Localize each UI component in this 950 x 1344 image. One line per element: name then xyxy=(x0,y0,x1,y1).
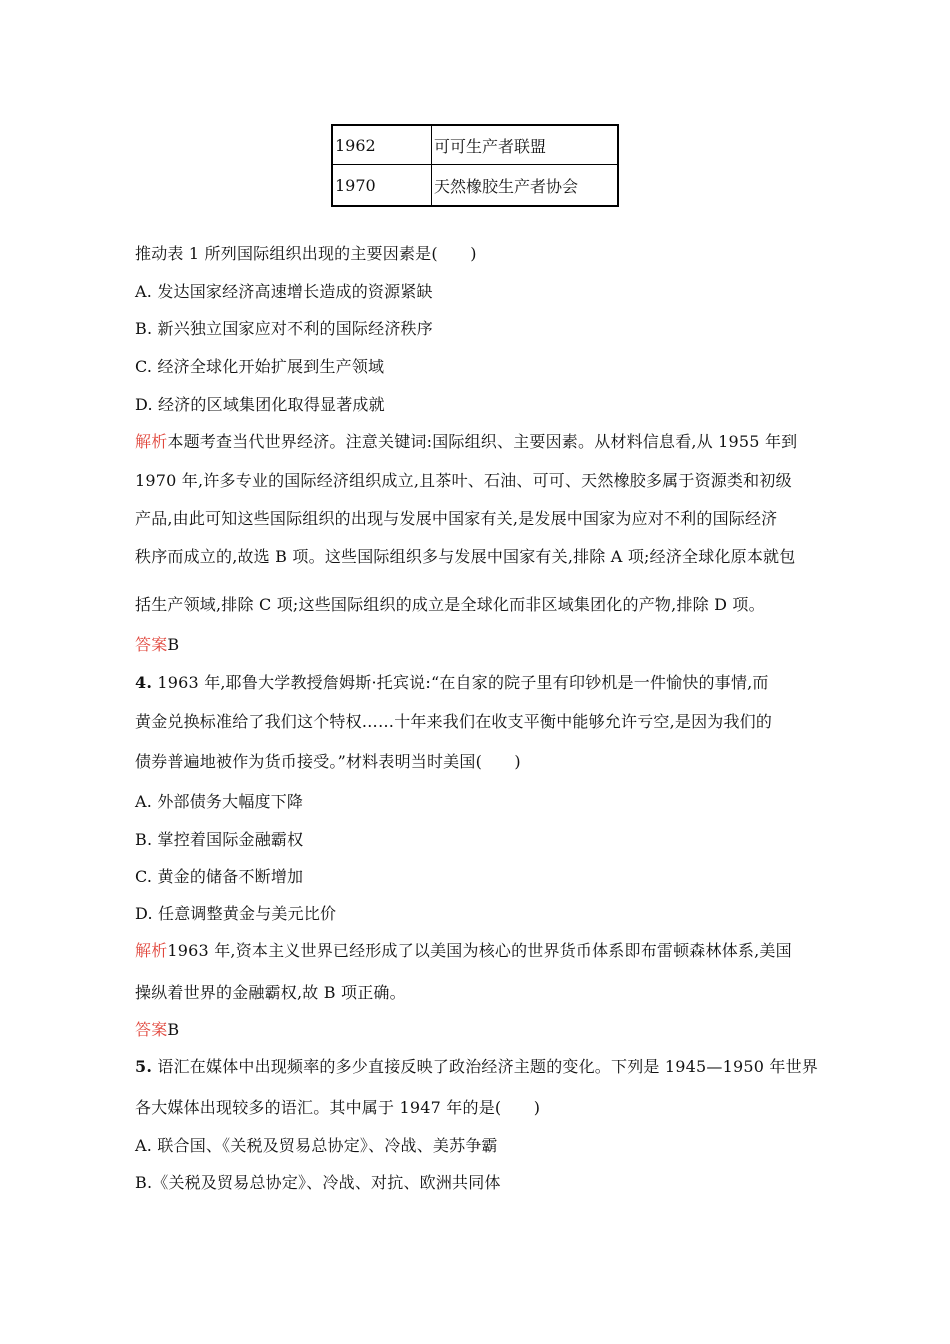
analysis-text: 本题考查当代世界经济。注意关键词:国际组织、主要因素。从材料信息看,从 1955 年到 xyxy=(167,432,798,451)
organizations-table xyxy=(331,124,619,207)
answer-label: 答案 xyxy=(135,1020,168,1039)
table-row xyxy=(332,165,618,207)
question-5-option-b: B.《关税及贸易总协定》、冷战、对抗、欧洲共同体 xyxy=(135,1173,501,1192)
question-4-stem-line: 债券普遍地被作为货币接受。”材料表明当时美国( ) xyxy=(135,752,521,771)
question-3-analysis-line: 产品,由此可知这些国际组织的出现与发展中国家有关,是发展中国家为应对不利的国际经济 xyxy=(135,509,778,528)
question-text: 1963 年,耶鲁大学教授詹姆斯·托宾说:“在自家的院子里有印钞机是一件愉快的事情,而 xyxy=(152,673,769,692)
question-4-stem-line: 黄金兑换标准给了我们这个特权……十年来我们在收支平衡中能够允许亏空,是因为我们的 xyxy=(135,712,773,731)
analysis-text: 1963 年,资本主义世界已经形成了以美国为核心的世界货币体系即布雷顿森林体系,美国 xyxy=(167,941,792,960)
question-3-answer xyxy=(135,635,179,655)
table-cell-year: 1962 xyxy=(332,125,432,165)
answer-value: B xyxy=(167,1020,180,1039)
question-5-stem-line xyxy=(135,1057,818,1077)
question-number: 4. xyxy=(135,673,153,692)
table-cell-organization: 天然橡胶生产者协会 xyxy=(432,165,619,207)
question-4-option-b: B. 掌控着国际金融霸权 xyxy=(135,830,304,849)
analysis-label: 解析 xyxy=(135,432,168,451)
analysis-label: 解析 xyxy=(135,941,168,960)
question-3-option-a: A. 发达国家经济高速增长造成的资源紧缺 xyxy=(135,282,433,301)
question-text: 语汇在媒体中出现频率的多少直接反映了政治经济主题的变化。下列是 1945—1950 年世界 xyxy=(152,1057,819,1076)
question-4-analysis-line xyxy=(135,941,792,961)
question-4-option-d: D. 任意调整黄金与美元比价 xyxy=(135,904,337,923)
question-5-stem-line: 各大媒体出现较多的语汇。其中属于 1947 年的是( ) xyxy=(135,1098,541,1117)
table-cell-year: 1970 xyxy=(332,165,432,207)
question-3-analysis-line: 秩序而成立的,故选 B 项。这些国际组织多与发展中国家有关,排除 A 项;经济全球化原本就包 xyxy=(135,547,796,566)
answer-label: 答案 xyxy=(135,635,168,654)
answer-value: B xyxy=(167,635,180,654)
table-cell-organization: 可可生产者联盟 xyxy=(432,125,619,165)
table-row xyxy=(332,125,618,165)
question-3-analysis-line: 1970 年,许多专业的国际经济组织成立,且茶叶、石油、可可、天然橡胶多属于资源类和初级 xyxy=(135,471,792,490)
question-4-option-c: C. 黄金的储备不断增加 xyxy=(135,867,304,886)
question-3-analysis-line xyxy=(135,432,797,452)
question-3-analysis-line: 括生产领域,排除 C 项;这些国际组织的成立是全球化而非区域集团化的产物,排除 D 项。 xyxy=(135,595,765,614)
question-3-stem: 推动表 1 所列国际组织出现的主要因素是( ) xyxy=(135,244,477,263)
question-4-analysis-line: 操纵着世界的金融霸权,故 B 项正确。 xyxy=(135,983,406,1002)
question-5-option-a: A. 联合国、《关税及贸易总协定》、冷战、美苏争霸 xyxy=(135,1136,498,1155)
question-3-option-d: D. 经济的区域集团化取得显著成就 xyxy=(135,395,385,414)
question-3-option-c: C. 经济全球化开始扩展到生产领域 xyxy=(135,357,385,376)
question-4-stem-line xyxy=(135,673,769,693)
question-4-option-a: A. 外部债务大幅度下降 xyxy=(135,792,304,811)
question-3-option-b: B. 新兴独立国家应对不利的国际经济秩序 xyxy=(135,319,433,338)
question-4-answer xyxy=(135,1020,179,1040)
question-number: 5. xyxy=(135,1057,153,1076)
